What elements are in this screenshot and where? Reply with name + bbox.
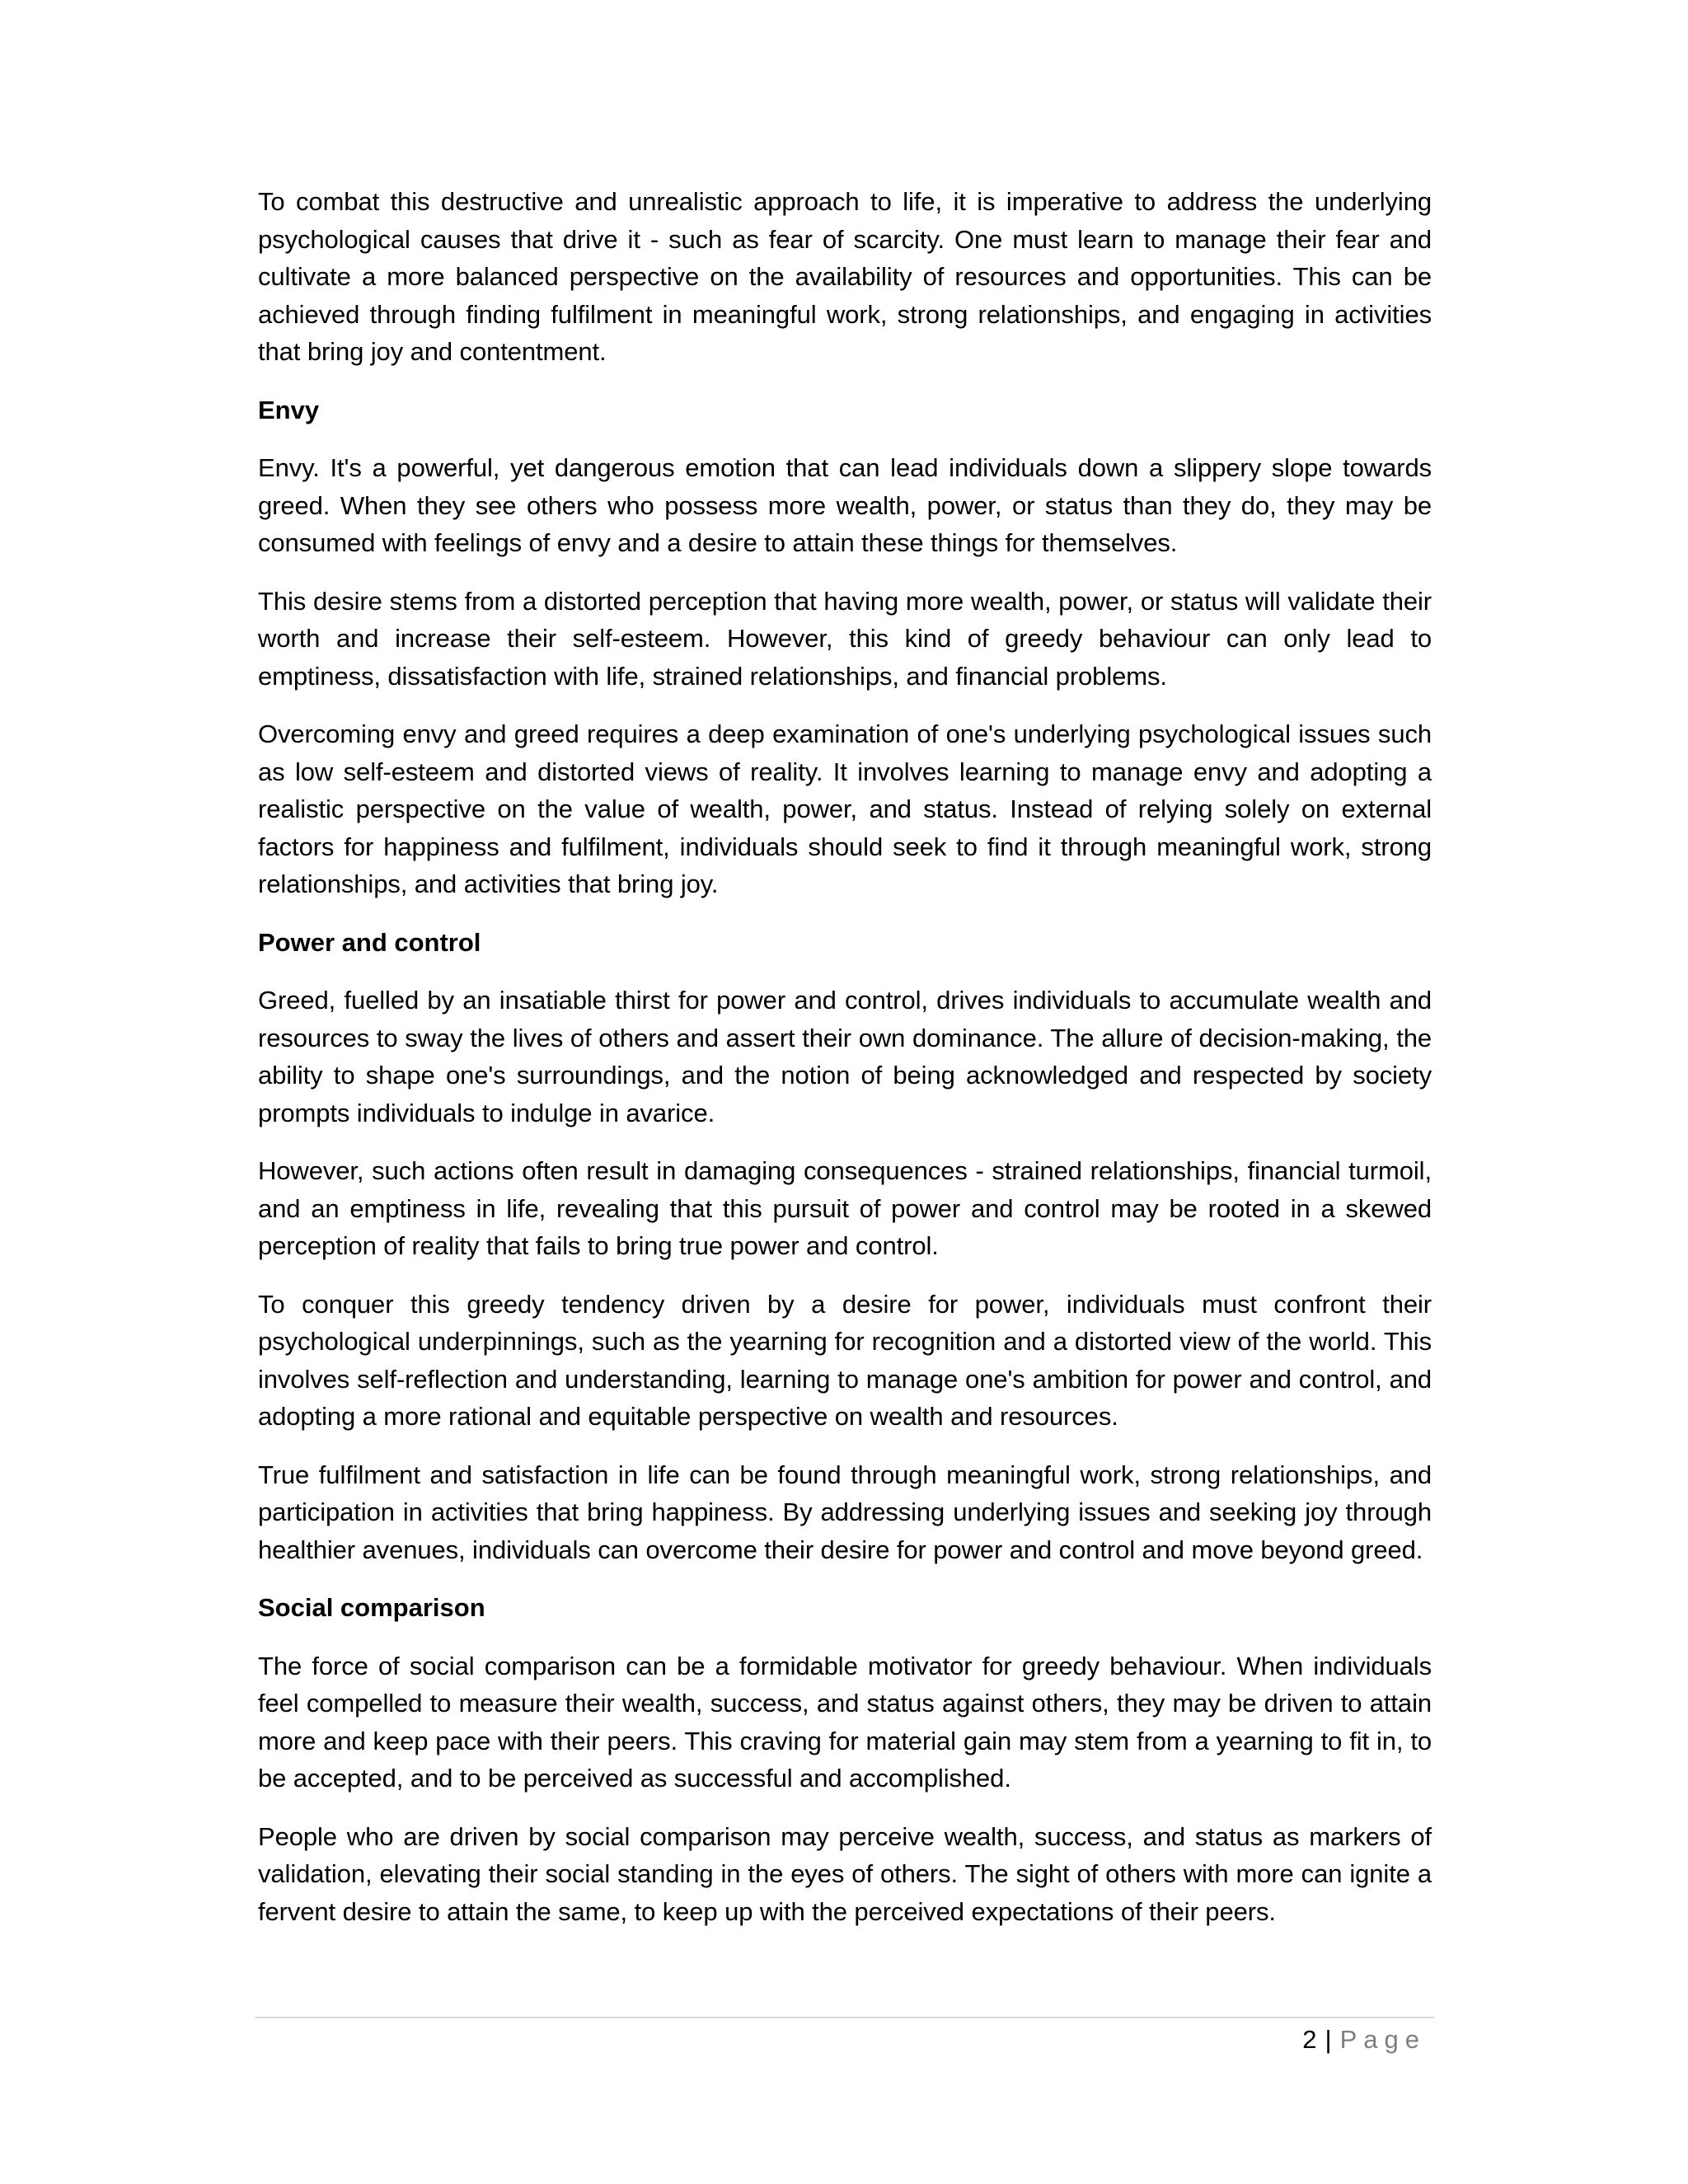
page-label: Page <box>1339 2025 1426 2054</box>
paragraph: The force of social comparison can be a formidable motivator for greedy behaviour. When individuals feel compelled to measure their wealth, success, and status against others, they may be driven to attain more and keep pace with their peers. This craving for material gain may stem from a yearning to fit in, to be accepted, and to be perceived as successful and accomplished. <box>258 1651 1432 1793</box>
page-number: 2 <box>1302 2025 1317 2054</box>
paragraph: This desire stems from a distorted perception that having more wealth, power, or status will validate their worth and increase their self-esteem. However, this kind of greedy behaviour can only lead to emptiness, dissatisfaction with life, strained relationships, and financial problems. <box>258 586 1432 691</box>
footer-separator: | <box>1325 2025 1332 2054</box>
footer-divider <box>255 2017 1434 2018</box>
paragraph: Greed, fuelled by an insatiable thirst for power and control, drives individuals to accumulate wealth and resources to sway the lives of others and assert their own dominance. The allure of decision-making, the ability to shape one's surroundings, and the notion of being acknowledged and respected by society prompts individuals to indulge in avarice. <box>258 986 1432 1127</box>
page-footer <box>1302 2021 1426 2058</box>
paragraph: Envy. It's a powerful, yet dangerous emotion that can lead individuals down a slippery slope towards greed. When they see others who possess more wealth, power, or status than they do, they may be consumed with feelings of envy and a desire to attain these things for themselves. <box>258 453 1432 557</box>
section-heading-power-and-control: Power and control <box>258 927 481 957</box>
section-heading-envy: Envy <box>258 395 320 424</box>
paragraph: True fulfilment and satisfaction in life can be found through meaningful work, strong relationships, and participation in activities that bring happiness. By addressing underlying issues and seeking joy through healthier avenues, individuals can overcome their desire for power and control and move beyond greed. <box>258 1460 1432 1564</box>
paragraph-intro: To combat this destructive and unrealistic approach to life, it is imperative to address the underlying psychological causes that drive it - such as fear of scarcity. One must learn to manage their fear and cultivate a more balanced perspective on the availability of resources and opportunities. This can be achieved through finding fulfilment in meaningful work, strong relationships, and engaging in activities that bring joy and contentment. <box>258 187 1432 366</box>
paragraph: Overcoming envy and greed requires a deep examination of one's underlying psychological issues such as low self-esteem and distorted views of reality. It involves learning to manage envy and adopting a realistic perspective on the value of wealth, power, and status. Instead of relying solely on external factors for happiness and fulfilment, individuals should seek to find it through meaningful work, strong relationships, and activities that bring joy. <box>258 719 1432 898</box>
document-body <box>258 183 1432 1951</box>
paragraph: People who are driven by social comparison may perceive wealth, success, and status as markers of validation, elevating their social standing in the eyes of others. The sight of others with more can ignite a fervent desire to attain the same, to keep up with the perceived expectations of their peers. <box>258 1821 1432 1926</box>
section-heading-social-comparison: Social comparison <box>258 1593 485 1622</box>
paragraph: To conquer this greedy tendency driven by a desire for power, individuals must confront their psychological underpinnings, such as the yearning for recognition and a distorted view of the world. This involves self-reflection and understanding, learning to manage one's ambition for power and control, and adopting a more rational and equitable perspective on wealth and resources. <box>258 1289 1432 1431</box>
paragraph: However, such actions often result in damaging consequences - strained relationships, financial turmoil, and an emptiness in life, revealing that this pursuit of power and control may be rooted in a skewed perception of reality that fails to bring true power and control. <box>258 1156 1432 1260</box>
